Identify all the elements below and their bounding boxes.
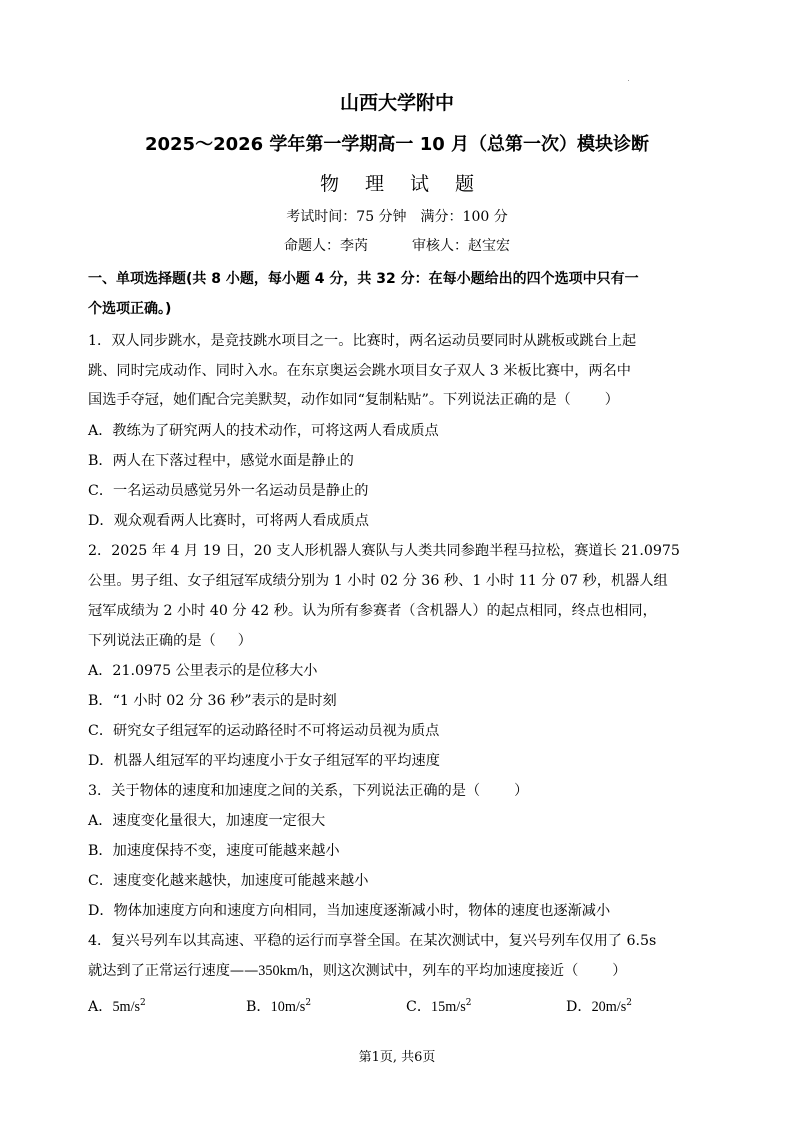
q4-option-c-label: C． bbox=[406, 999, 432, 1015]
q4-stem-text-pre: 就达到了正常运行速度—— bbox=[88, 963, 259, 979]
q3-option-c: C．速度变化越来越快，加速度可能越来越小 bbox=[88, 873, 369, 889]
q1-stem-line1: 1．双人同步跳水，是竞技跳水项目之一。比赛时，两名运动员要同时从跳板或跳台上起 bbox=[88, 333, 637, 349]
q3-answer-bracket: ） bbox=[514, 783, 529, 799]
q1-stem-line3 bbox=[88, 389, 619, 409]
author-line bbox=[0, 235, 794, 255]
q2-stem-line4 bbox=[88, 630, 252, 650]
q3-option-d: D．物体加速度方向和速度方向相同，当加速度逐渐减小时，物体的速度也逐渐减小 bbox=[88, 903, 611, 919]
q4-stem-line1: 4．复兴号列车以其高速、平稳的运行而享誉全国。在某次测试中，复兴号列车仅用了 6.5s bbox=[88, 933, 657, 949]
q1-option-a: A．教练为了研究两人的技术动作，可将这两人看成质点 bbox=[88, 423, 439, 439]
q2-option-a: A．21.0975 公里表示的是位移大小 bbox=[88, 663, 318, 679]
q2-stem-text: 下列说法正确的是（ bbox=[88, 633, 216, 649]
q1-stem-text: 国选手夺冠，她们配合完美默契，动作如同“复制粘贴”。下列说法正确的是（ bbox=[88, 392, 571, 408]
q4-option-d-value: 20m/s bbox=[591, 999, 627, 1015]
q4-option-d-label: D． bbox=[566, 999, 592, 1015]
q3-option-b: B．加速度保持不变，速度可能越来越小 bbox=[88, 843, 340, 859]
q4-option-c bbox=[406, 996, 471, 1016]
q1-option-d: D．观众观看两人比赛时，可将两人看成质点 bbox=[88, 513, 369, 529]
full-score: 满分：100 分 bbox=[420, 209, 508, 225]
q4-option-b-value: 10m/s bbox=[270, 999, 306, 1015]
q3-stem-line1 bbox=[88, 780, 528, 800]
q4-option-c-exponent: 2 bbox=[465, 998, 472, 1008]
q2-stem-line3: 冠军成绩为 2 小时 40 分 42 秒。认为所有参赛者（含机器人）的起点相同，终点也相同， bbox=[88, 603, 657, 619]
q4-option-a-value: 5m/s bbox=[112, 999, 141, 1015]
q4-option-a-exponent: 2 bbox=[140, 998, 146, 1008]
exam-reviewer: 审核人：赵宝宏 bbox=[412, 238, 510, 254]
school-name: 山西大学附中 bbox=[339, 92, 454, 114]
page-number: 第1页, 共6页 bbox=[358, 1050, 436, 1065]
q4-option-b-exponent: 2 bbox=[305, 998, 312, 1008]
q4-answer-bracket: ） bbox=[612, 963, 627, 979]
q2-stem-line1: 2．2025 年 4 月 19 日，20 支人形机器人赛队与人类共同参跑半程马拉松，赛道长 21.0975 bbox=[88, 543, 680, 559]
exam-time: 考试时间：75 分钟 bbox=[286, 209, 407, 225]
q2-answer-bracket: ） bbox=[237, 633, 252, 649]
q4-option-a-label: A． bbox=[88, 999, 113, 1015]
q1-answer-bracket: ） bbox=[604, 392, 619, 408]
scan-speck bbox=[628, 80, 629, 81]
q4-option-c-value: 15m/s bbox=[431, 999, 466, 1015]
q2-option-b: B．“1 小时 02 分 36 秒”表示的是时刻 bbox=[88, 693, 337, 709]
q4-option-a bbox=[88, 996, 146, 1016]
q2-stem-line2: 公里。男子组、女子组冠军成绩分别为 1 小时 02 分 36 秒、1 小时 11 分 07 秒，机器人组 bbox=[88, 573, 668, 589]
q4-speed-value: 350km/h bbox=[258, 963, 309, 979]
exam-title: 2025～2026 学年第一学期高一 10 月（总第一次）模块诊断 bbox=[144, 134, 650, 155]
q4-option-b bbox=[246, 996, 311, 1016]
q4-stem-text-post: ，则这次测试中，列车的平均加速度接近（ bbox=[308, 963, 579, 979]
exam-info-line bbox=[0, 206, 794, 226]
q3-option-a: A．速度变化量很大，加速度一定很大 bbox=[88, 813, 326, 829]
q4-stem-line2 bbox=[88, 960, 627, 980]
q1-option-c: C．一名运动员感觉另外一名运动员是静止的 bbox=[88, 483, 369, 499]
q2-option-c: C．研究女子组冠军的运动路径时不可将运动员视为质点 bbox=[88, 723, 440, 739]
q4-option-d bbox=[566, 996, 632, 1016]
q4-option-b-label: B． bbox=[246, 999, 271, 1015]
q1-option-b: B．两人在下落过程中，感觉水面是静止的 bbox=[88, 453, 354, 469]
q2-option-d: D．机器人组冠军的平均速度小于女子组冠军的平均速度 bbox=[88, 753, 440, 769]
q3-stem-text: 3．关于物体的速度和加速度之间的关系，下列说法正确的是（ bbox=[88, 783, 481, 799]
section-heading-line2: 个选项正确。) bbox=[88, 301, 172, 317]
q4-option-d-exponent: 2 bbox=[626, 998, 632, 1008]
exam-author: 命题人：李芮 bbox=[284, 238, 368, 254]
q1-stem-line2: 跳、同时完成动作、同时入水。在东京奥运会跳水项目女子双人 3 米板比赛中，两名中 bbox=[88, 363, 631, 379]
subject-title: 物 理 试 题 bbox=[319, 173, 485, 195]
section-heading-line1: 一、单项选择题(共 8 小题，每小题 4 分，共 32 分：在每小题给出的四个选项中只有一 bbox=[88, 271, 639, 287]
